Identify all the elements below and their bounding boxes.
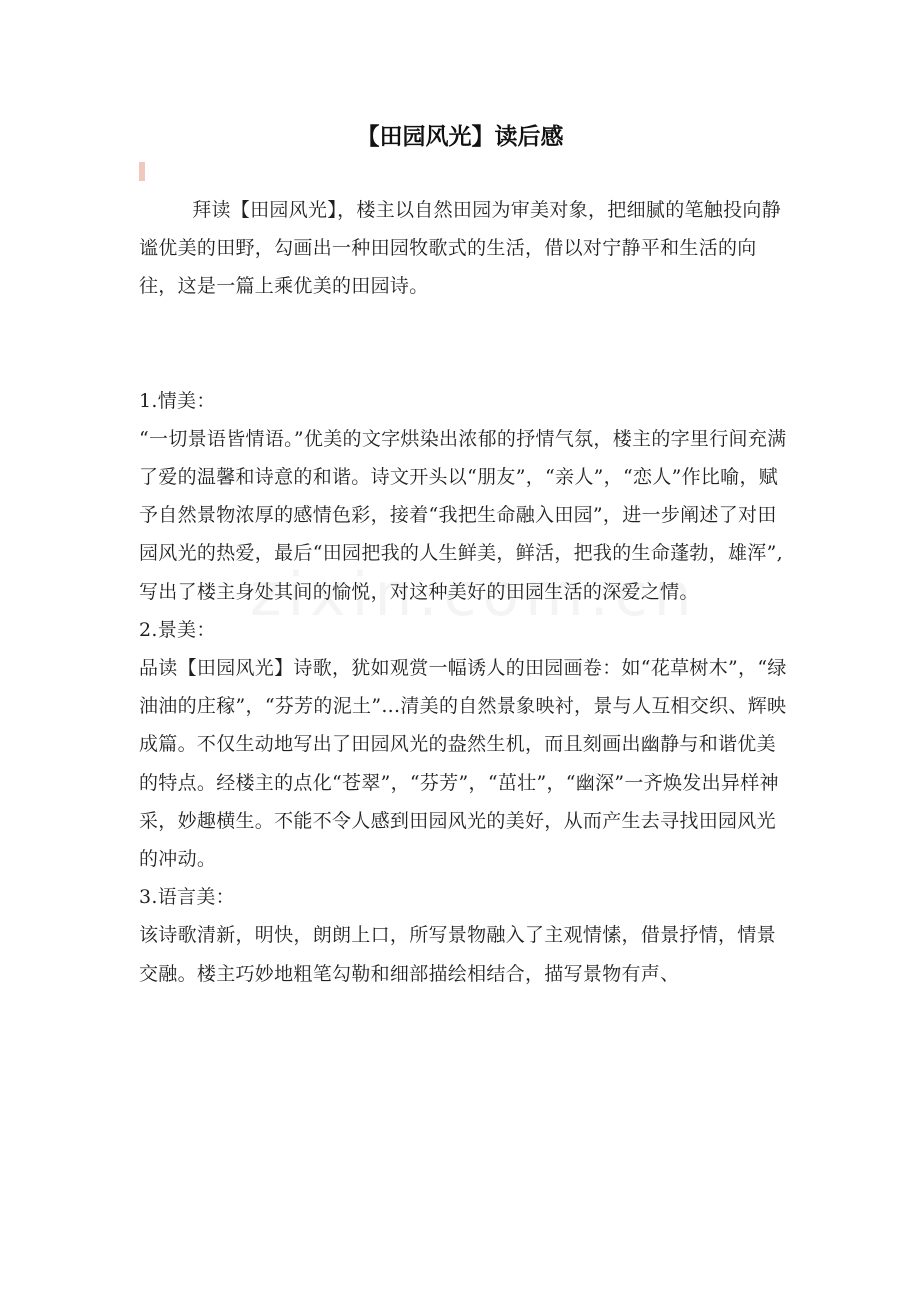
section-heading-1: 1.情美： (139, 389, 216, 412)
paragraph-spacer (139, 306, 789, 382)
section-heading-3: 3.语言美： (139, 886, 235, 909)
document-title: 【田园风光】读后感 (356, 124, 564, 150)
section-heading-2: 2.景美： (139, 618, 216, 641)
section-body-1: “一切景语皆情语。”优美的文字烘染出浓郁的抒情气氛，楼主的字里行间充满了爱的温馨和诗意的和谐。诗文开头以“朋友”，“亲人”，“恋人”作比喻，赋予自然景物浓厚的感情色彩，接着“我把生命融入田园”，进一步阐述了对田园风光的热爱，最后“田园把我的人生鲜美，鲜活，把我的生命蓬勃，雄浑”,写出了楼主身处其间的愉悦，对这种美好的田园生活的深爱之情。 (139, 427, 787, 603)
document-body (139, 191, 789, 993)
section-body-2: 品读【田园风光】诗歌，犹如观赏一幅诱人的田园画卷：如“花草树木”，“绿油油的庄稼”，“芬芳的泥土”...清美的自然景象映衬，景与人互相交织、辉映成篇。不仅生动地写出了田园风光的盎然生机，而且刻画出幽静与和谐优美的特点。经楼主的点化“苍翠”，“芬芳”，“茁壮”，“幽深”一齐焕发出异样神采，妙趣横生。不能不令人感到田园风光的美好，从而产生去寻找田园风光的冲动。 (139, 657, 787, 871)
intro-paragraph: 拜读【田园风光】，楼主以自然田园为审美对象，把细腻的笔触投向静谧优美的田野，勾画出一种田园牧歌式的生活，借以对宁静平和生活的向往，这是一篇上乘优美的田园诗。 (139, 199, 781, 298)
text-cursor-marker (139, 162, 145, 181)
section-body-3: 该诗歌清新，明快，朗朗上口，所写景物融入了主观情愫，借景抒情，情景交融。楼主巧妙地粗笔勾勒和细部描绘相结合，描写景物有声、 (139, 924, 776, 985)
